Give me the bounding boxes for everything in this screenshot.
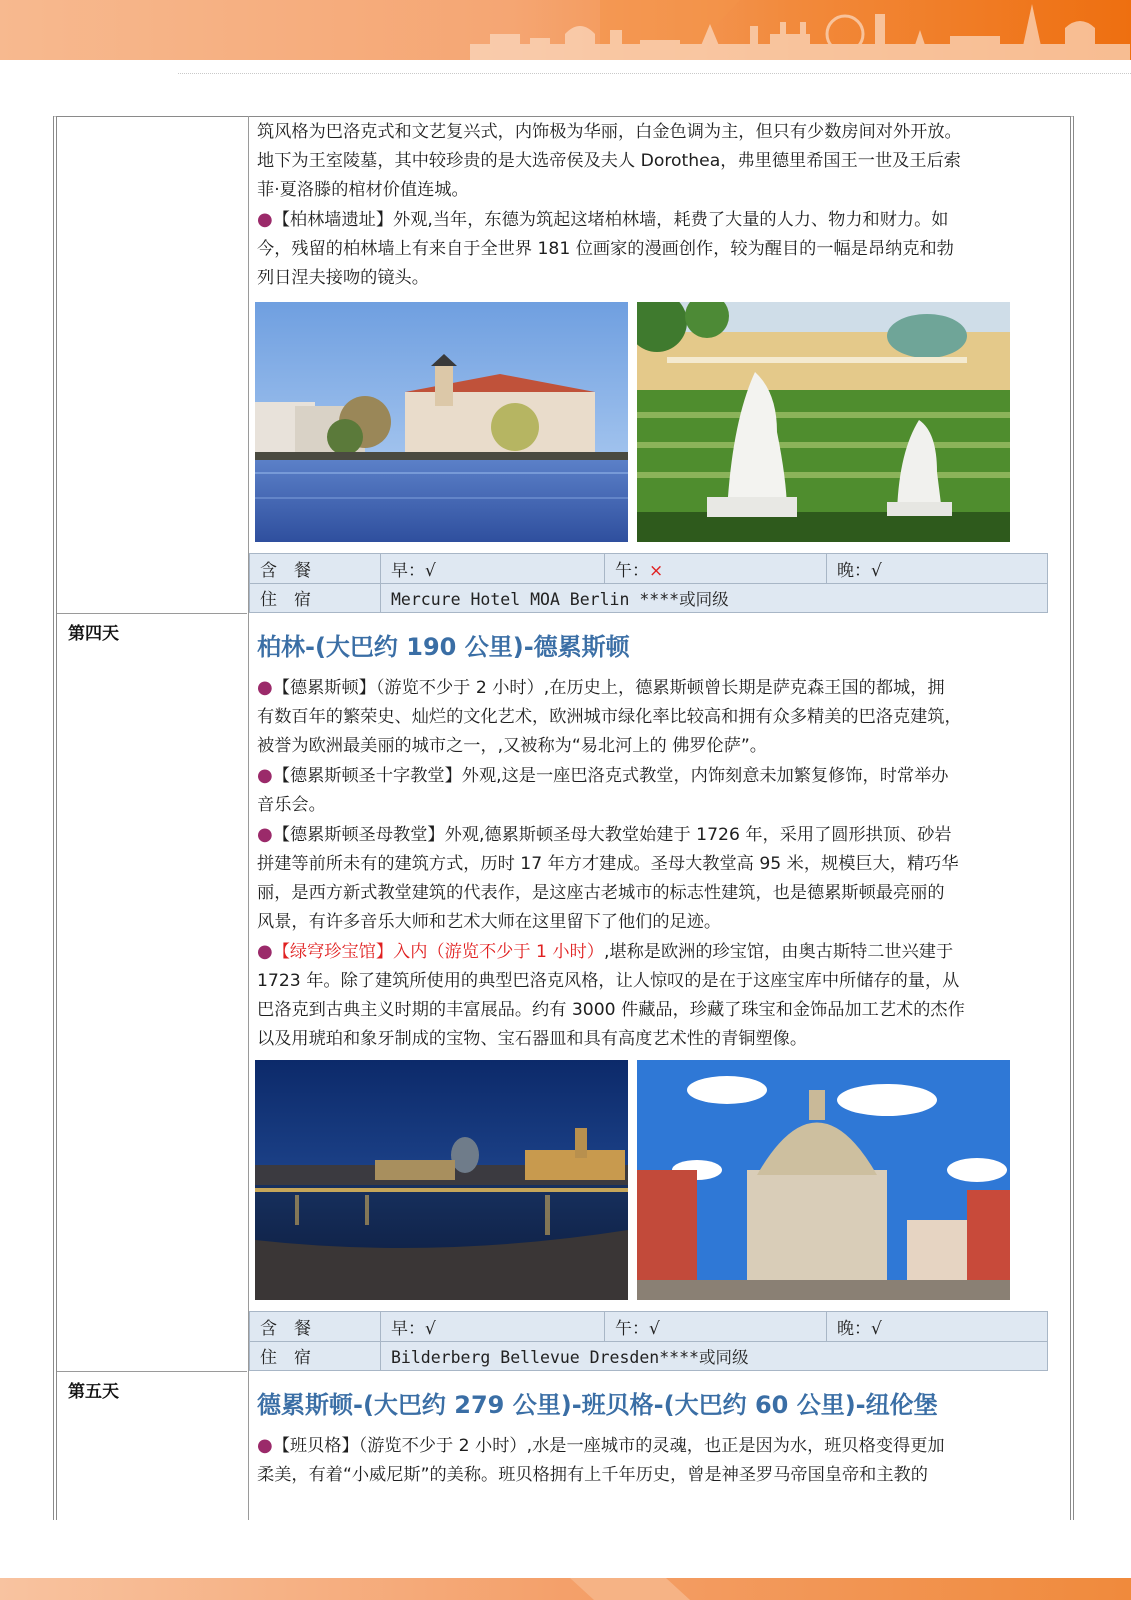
header-rule <box>178 73 1131 74</box>
text-line: 【德累斯顿圣母教堂】外观,德累斯顿圣母大教堂始建于 1726 年，采用了圆形拱顶、砂岩 <box>272 825 952 845</box>
text-line: 今，残留的柏林墙上有来自于全世界 181 位画家的漫画创作，较为醒目的一幅是昂纳克和勃 <box>257 239 954 259</box>
day5-description <box>257 1431 1047 1490</box>
hotel-cell: Mercure Hotel MOA Berlin ****或同级 <box>381 583 1048 613</box>
text-line: 【班贝格】（游览不少于 2 小时）,水是一座城市的灵魂，也正是因为水，班贝格变得更加 <box>272 1436 945 1456</box>
text-line: 筑风格为巴洛克式和文艺复兴式，内饰极为华丽，白金色调为主，但只有少数房间对外开放。 <box>257 122 962 142</box>
text-line: ,堪称是欧洲的珍宝馆，由奥古斯特二世兴建于 <box>603 942 954 962</box>
photo-sanssouci-palace <box>637 302 1010 542</box>
photo-dresden-night-skyline <box>255 1060 628 1300</box>
text-line: 菲·夏洛滕的棺材价值连城。 <box>257 180 469 200</box>
lunch-label: 午： <box>615 560 649 581</box>
day-row-divider <box>57 1371 247 1372</box>
text-line: 丽，是西方新式教堂建筑的代表作，是这座古老城市的标志性建筑，也是德累斯顿最亮丽的 <box>257 883 945 903</box>
text-line: 列日涅夫接吻的镜头。 <box>257 268 429 288</box>
breakfast-cell: 早：√ <box>381 1312 605 1342</box>
dinner-cell: 晚：√ <box>827 1312 1048 1342</box>
text-line: 【柏林墙遗址】外观,当年，东德为筑起这堵柏林墙，耗费了大量的人力、物力和财力。如 <box>272 210 949 230</box>
photo-frauenkirche-dresden <box>637 1060 1010 1300</box>
day-row-divider <box>57 613 247 614</box>
text-line: 拼建等前所未有的建筑方式，历时 17 年方才建成。圣母大教堂高 95 米，规模巨大，精巧华 <box>257 854 959 874</box>
meal-label: 含 餐 <box>250 1312 381 1342</box>
bullet-icon: ● <box>257 941 273 962</box>
bullet-icon: ● <box>257 209 273 230</box>
text-line: 【德累斯顿】（游览不少于 2 小时）,在历史上，德累斯顿曾长期是萨克森王国的都城，拥 <box>272 678 945 698</box>
breakfast-cell: 早：√ <box>381 554 605 584</box>
day-label: 第四天 <box>68 624 119 644</box>
highlight-text: 【绿穹珍宝馆】入内（游览不少于 1 小时） <box>272 942 604 962</box>
day-title: 德累斯顿-(大巴约 279 公里)-班贝格-(大巴约 60 公里)-纽伦堡 <box>257 1391 938 1419</box>
bullet-icon: ● <box>257 765 273 786</box>
meals-table-day3 <box>249 553 1048 613</box>
bullet-icon: ● <box>257 1435 273 1456</box>
bullet-icon: ● <box>257 677 273 698</box>
hotel-label: 住 宿 <box>250 583 381 613</box>
meal-label: 含 餐 <box>250 554 381 584</box>
footer-wedge <box>570 1578 690 1600</box>
text-line: 柔美，有着“小威尼斯”的美称。班贝格拥有上千年历史，曾是神圣罗马帝国皇帝和主教的 <box>257 1465 928 1485</box>
header-band <box>0 0 1131 60</box>
text-line: 有数百年的繁荣史、灿烂的文化艺术，欧洲城市绿化率比较高和拥有众多精美的巴洛克建筑， <box>257 707 962 727</box>
hotel-cell: Bilderberg Bellevue Dresden****或同级 <box>381 1341 1048 1371</box>
text-line: 风景，有许多音乐大师和艺术大师在这里留下了他们的足迹。 <box>257 912 722 932</box>
continued-description <box>257 118 1047 293</box>
text-line: 被誉为欧洲最美丽的城市之一，,又被称为“易北河上的 佛罗伦萨”。 <box>257 736 767 756</box>
text-line: 【德累斯顿圣十字教堂】外观,这是一座巴洛克式教堂，内饰刻意未加繁复修饰，时常举办 <box>272 766 949 786</box>
text-line: 音乐会。 <box>257 795 326 815</box>
text-line: 1723 年。除了建筑所使用的典型巴洛克风格，让人惊叹的是在于这座宝库中所储存的量，从 <box>257 971 960 991</box>
day4-description <box>257 673 1047 1054</box>
text-line: 巴洛克到古典主义时期的丰富展品。约有 3000 件藏品，珍藏了珠宝和金饰品加工艺术的杰作 <box>257 1000 965 1020</box>
lunch-cell: 午：√ <box>605 1312 827 1342</box>
city-skyline-icon <box>470 4 1130 60</box>
day-label: 第五天 <box>68 1382 119 1402</box>
bullet-icon: ● <box>257 824 273 845</box>
text-line: 地下为王室陵墓，其中较珍贵的是大选帝侯及夫人 Dorothea，弗里德里希国王一世及王后索 <box>257 151 961 171</box>
cross-icon: × <box>649 560 664 581</box>
footer-band <box>0 1578 1131 1600</box>
text-line: 以及用琥珀和象牙制成的宝物、宝石器皿和具有高度艺术性的青铜塑像。 <box>257 1029 808 1049</box>
lunch-cell <box>605 554 827 584</box>
day-title: 柏林-(大巴约 190 公里)-德累斯顿 <box>257 633 630 661</box>
photo-lakeside-town <box>255 302 628 542</box>
meals-table-day4 <box>249 1311 1048 1371</box>
hotel-label: 住 宿 <box>250 1341 381 1371</box>
dinner-cell: 晚：√ <box>827 554 1048 584</box>
column-divider <box>248 116 249 1520</box>
